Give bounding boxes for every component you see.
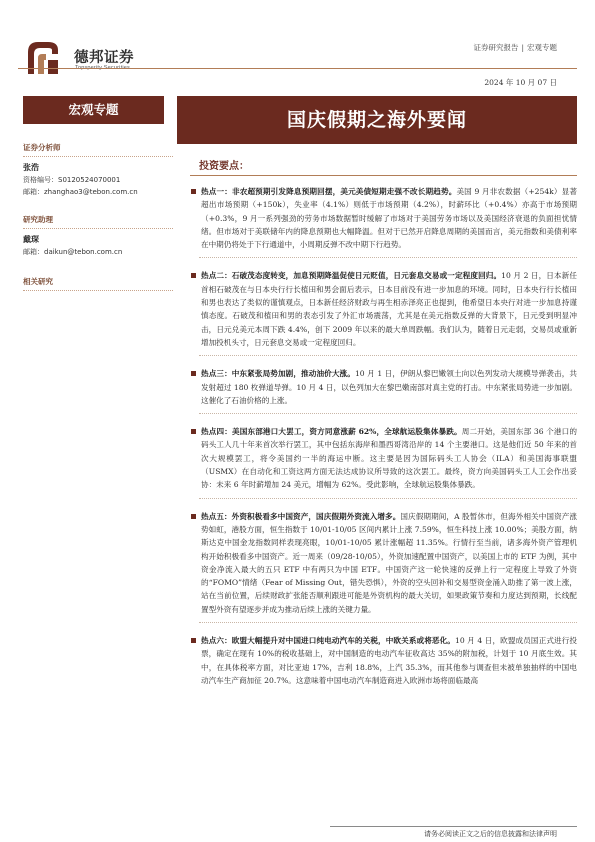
key-point-lead: 热点四：美国东部港口大罢工，资方同意涨薪 62%，全球航运股集体暴跌。 [201,427,462,437]
report-category: 宏观专题 [527,43,557,52]
analyst-heading: 证券分析师 [23,142,173,157]
company-name-en: Topsperity Securities [75,65,130,71]
header-separator: | [521,43,524,52]
key-point [190,425,577,498]
analyst-cert-label: 资格编号： [23,176,58,184]
related-block [23,276,173,291]
bullet-icon [191,189,196,194]
title-banner [177,96,577,144]
footer-divider [330,826,577,827]
assistant-email[interactable]: daikun@tebon.com.cn [44,248,123,256]
analyst-name: 张浩 [23,162,39,172]
summary-divider [190,175,577,176]
analyst-block [23,142,173,197]
key-point [190,269,577,356]
related-heading: 相关研究 [23,276,173,291]
bullet-icon [191,429,196,434]
key-point [190,185,577,258]
assistant-email-label: 邮箱： [23,248,44,256]
key-point [190,634,577,687]
bullet-icon [191,514,196,519]
analyst-cert: S0120524070001 [58,176,121,184]
report-type: 证券研究报告 [473,43,519,52]
key-point-lead: 热点六：欧盟大幅提升对中国进口纯电动汽车的关税，中欧关系或将恶化。 [201,636,455,646]
bullet-icon [191,273,196,278]
report-meta [473,42,557,53]
assistant-name: 戴琛 [23,234,39,244]
footer-disclaimer: 请务必阅读正文之后的信息披露和法律声明 [424,830,557,838]
key-point [190,510,577,623]
summary-heading: 投资要点： [199,161,249,172]
summary-content [190,185,577,698]
key-point-body: 10 月 1 日，伊朗从黎巴嫩领土向以色列发动大规模导弹袭击，共发射超过 180 枚弹道导弹。10 月 4 日，以色列加大在黎巴嫩南部对真主党的打击。中东紧张局势进一步加剧。这催化了石油价格的上涨。 [201,369,577,405]
analyst-cert-line [23,175,173,185]
report-date: 2024 年 10 月 07 日 [484,78,557,87]
assistant-heading: 研究助理 [23,214,173,229]
analyst-email[interactable]: zhanghao3@tebon.com.cn [44,188,138,196]
key-point-lead: 热点一：非农超预期引发降息预期回摆，美元美债短期走强不改长期趋势。 [201,187,457,196]
key-point-body: 国庆假期期间，A 股暂休市，但海外相关中国资产涨势如虹，港股方面，恒生指数于 10/01-10/05 区间内累计上涨 7.59%，恒生科技上涨 10.00%；美股方面，纳斯达克中国金龙指数同样表现亮眼，10/01-10/05 累计涨幅超 11.35%。行情行至当前，诸多海外资产管理机构开始积极看多中国资产。近一周来（09/28-10/05），外资加速配置中国资产，以美国上市的 ETF 为例，其中资金净流入最大的五只 ETF 中有两只为中国 ETF。中国资产这一轮快速的反弹上行一定程度上导致了外资的“FOMO”情绪（Fear of Missing Out，错失恐惧），外资的空头回补和交易型资金涌入助推了第一波上涨，站在当前位置，后续财政扩张能否顺利跟进可能是外资机构的最大关切，如果政策节奏和力度达到预期，长线配置型外资有望逐步并成为推动后续上涨的关键力量。 [201,511,577,614]
assistant-block [23,214,173,257]
bullet-icon [191,638,196,643]
key-point-lead: 热点二：石破茂态度转变，加息预期降温促使日元贬值，日元套息交易或一定程度回归。 [201,271,502,281]
key-point-lead: 热点五：外资积极看多中国资产，国庆假期外资流入增多。 [201,511,401,521]
key-point-body: 10 月 2 日，日本新任首相石破茂在与日本央行行长植田和男会面后表示，日本目前没有进一步加息的环境。同时，日本央行行长植田和男也表达了类似的谨慎观点，日本新任经济财政与再生相赤泽亮正也提到，他希望日本央行对进一步加息持谨慎态度。石破茂和植田和男的表态引发了外汇市场震荡，尤其是在美元指数反弹的大背景下，日元受到明显冲击，日元兑美元本周下跌 4.4%，创下 2009 年以来的最大单周跌幅。我们认为，随着日元走弱，交易员或重新增加投机头寸，日元套息交易或一定程度回归。 [201,271,577,347]
key-point-body: 美国 9 月非农数据（+254k）显著超出市场预期（+150k），失业率（4.1%）则低于市场预期（4.2%），时薪环比（+0.4%）亦高于市场预期（+0.3%，9 月一系列强劲的劳务市场数据暂时缓解了市场对于美国劳务市场以及美国经济衰退的负面担忧情绪。但市场对于美联储年内的降息预期也大幅降温。但对于已然开启降息周期的美国而言，美元指数和美债利率在中期仍将处于下行通道中，小周期反弹不改中期下行趋势。 [201,187,577,250]
company-name: 德邦证券 [74,50,134,66]
bullet-icon [191,371,196,376]
key-point [190,367,577,414]
section-tag: 宏观专题 [23,96,164,124]
key-point-body: 周二开始，美国东部 36 个港口的码头工人几十年来首次举行罢工，其中包括东海岸和墨西哥湾沿岸的 14 个主要港口。这是他们近 50 年来的首次大规模罢工，将令美国约一半的海运中断。这主要是因为国际码头工人协会（ILA）和美国海事联盟（USMX）在自动化和工资这两方面无法达成协议所导致的这次罢工。最终，资方向美国码头工人工会作出妥协：未来 6 年时薪增加 24 美元，增幅为 62%。受此影响，全球航运股集体暴跌。 [201,427,577,490]
header-divider [18,68,577,69]
report-title: 国庆假期之海外要闻 [286,109,467,131]
assistant-email-line [23,247,173,257]
key-point-lead: 热点三：中东紧张局势加剧，推动油价大涨。 [201,369,355,379]
key-point-body: 10 月 4 日，欧盟成员国正式进行投票，确定在现有 10%的税收基础上，对中国制造的电动汽车征收高达 35%的附加税，计划于 10 月底生效。其中，在具体税率方面，对比亚迪 17%，吉利 18.8%，上汽 35.3%，而其他参与调查但未被单独抽样的中国电动汽车生产商加征 20.7%。这意味着中国电动汽车制造商进入欧洲市场将面临最高 [201,636,578,685]
analyst-email-line [23,187,173,197]
company-logo-icon [24,38,62,78]
analyst-email-label: 邮箱： [23,188,44,196]
